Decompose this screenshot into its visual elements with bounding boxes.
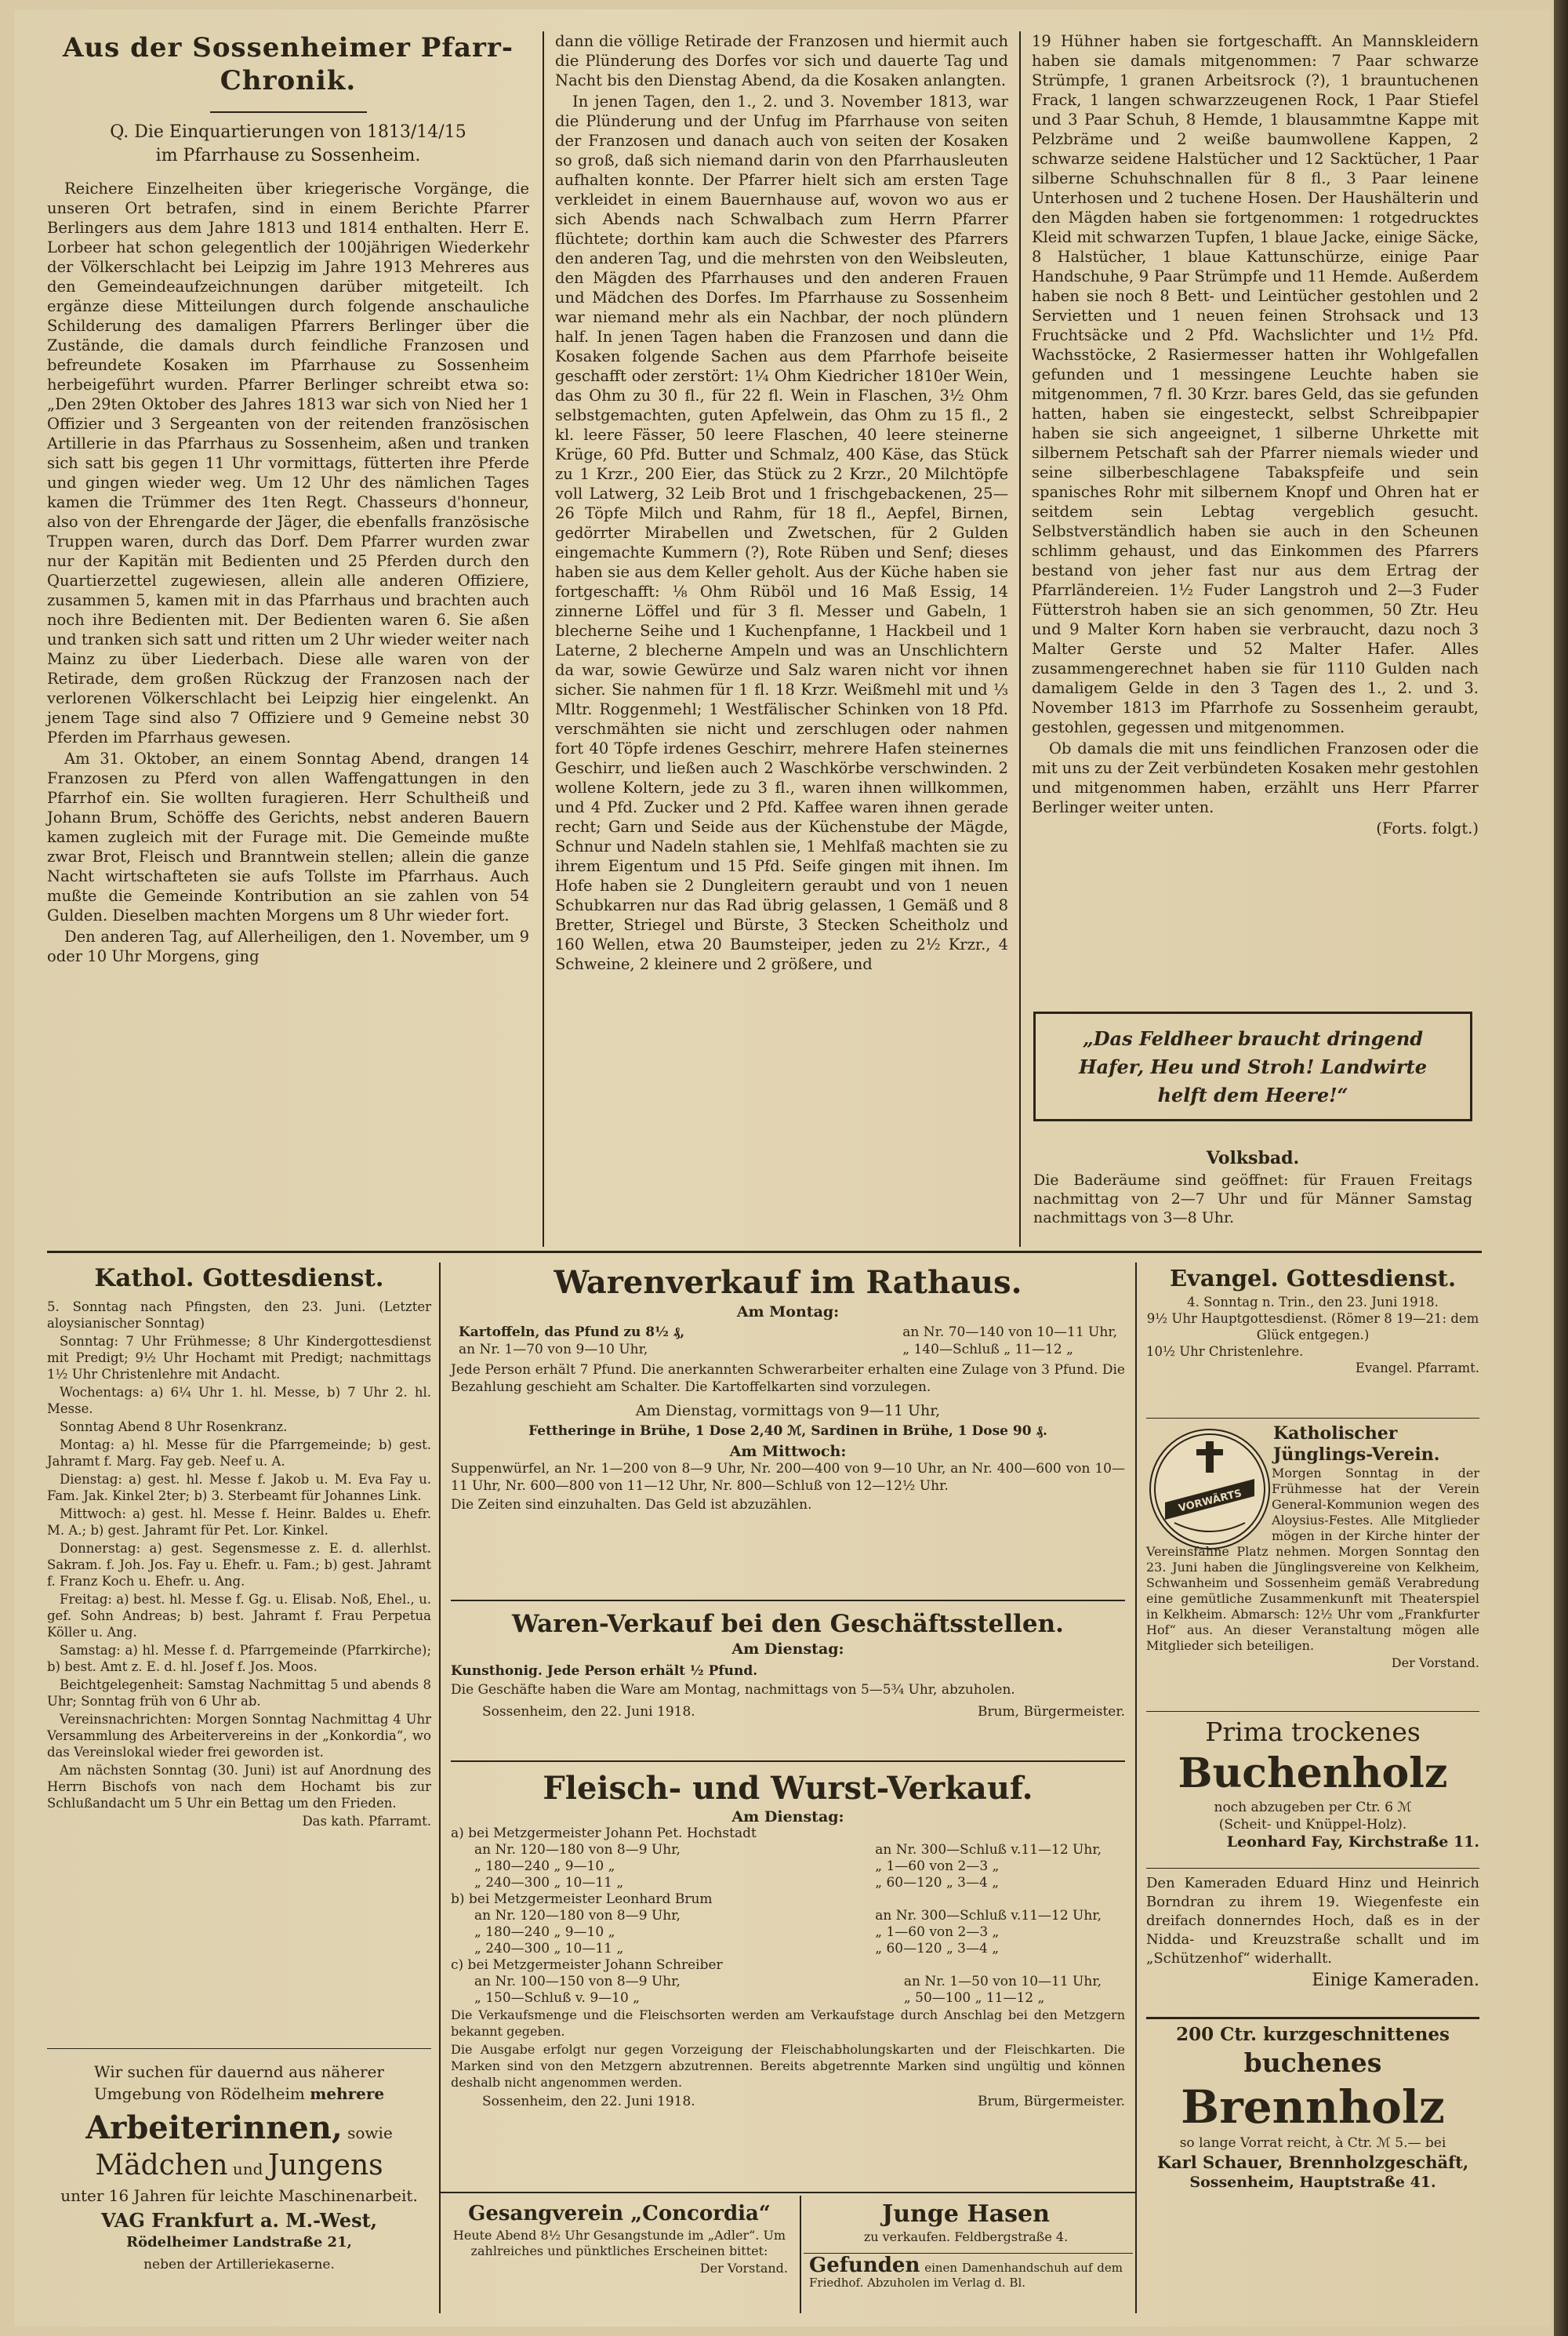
kathol-line: Dienstag: a) gest. hl. Messe f. Jakob u. M. Eva Fay u. Fam. Jak. Kinkel 2ter; b) 3. Sterbeamt für Johannes Link.	[47, 1472, 431, 1503]
appeal-line-2: Hafer, Heu und Stroh! Landwirte	[1078, 1055, 1428, 1078]
title-divider	[210, 111, 367, 113]
metzger-row: an Nr. 1—50 von 10—11 Uhr,	[903, 1974, 1102, 1989]
kathol-line: Sonntag Abend 8 Uhr Rosenkranz.	[60, 1419, 288, 1434]
arbeiterinnen-ad	[47, 2061, 431, 2276]
to-be-continued: (Forts. folgt.)	[1376, 819, 1479, 837]
appeal-line-3: helft dem Heere!“	[1157, 1084, 1348, 1106]
brennholz-big: Brennholz	[1181, 2080, 1445, 2134]
brennholz-l2: buchenes	[1243, 2047, 1382, 2078]
column-divider	[439, 1262, 441, 2313]
volksbad	[1033, 1149, 1472, 1229]
kunsthonig: Kunsthonig. Jede Person erhält ½ Pfund.	[451, 1663, 758, 1679]
kathol-line: Mittwoch: a) gest. hl. Messe f. Heinr. Baldes u. Ehefr. M. A.; b) gest. Jahramt für Pet. Lor. Kinkel.	[47, 1506, 431, 1538]
metzger-row: „ 180—240 „ 9—10 „	[474, 1858, 615, 1874]
chronik-subtitle-1: Q. Die Einquartierungen von 1813/14/15	[110, 122, 466, 142]
metzger-row: „ 240—300 „ 10—11 „	[474, 1875, 624, 1891]
column-divider	[1135, 1262, 1137, 2313]
gefunden-ad	[809, 2254, 1123, 2291]
buchenholz-big: Buchenholz	[1178, 1749, 1448, 1797]
volksbad-text: Die Baderäume sind geöffnet: für Frauen Freitags nachmittag von 2—7 Uhr und für Männer Samstag nachmittags von 3—8 Uhr.	[1033, 1172, 1472, 1226]
geschaeft-dienstag: Am Dienstag:	[731, 1640, 844, 1658]
metzger-b-head: b) bei Metzgermeister Leonhard Brum	[451, 1891, 713, 1907]
metzger-row: an Nr. 300—Schluß v.11—12 Uhr,	[875, 1842, 1102, 1858]
concordia-sign: Der Vorstand.	[699, 2261, 788, 2276]
metzger-row: an Nr. 120—180 von 8—9 Uhr,	[474, 1842, 681, 1858]
kathol-line: Freitag: a) best. hl. Messe f. Gg. u. Elisab. Noß, Ehel., u. gef. Sohn Andreas; b) best. Jahramt f. Frau Perpetua Köller u. Ang.	[47, 1592, 431, 1640]
metzger-row: „ 1—60 von 2—3 „	[875, 1924, 1000, 1940]
metzger-row: an Nr. 300—Schluß v.11—12 Uhr,	[875, 1908, 1102, 1924]
chronik-paragraph: Am 31. Oktober, an einem Sonntag Abend, drangen 14 Franzosen zu Pferd von allen Waffengattungen in den Pfarrhof ein. Sie wollten furagieren. Herr Schultheiß und Johann Brum, Schöffe des Gerichts, nebst anderen Bauern kamen zugleich mit der Furage mit. Die Gemeinde mußte zwar Brot, Fleisch und Branntwein stellen; allein die ganze Nacht wirtschafteten sie aufs Tollste im Pfarrhaus. Auch mußte die Gemeinde Kontribution an sie zahlen von 54 Gulden. Dieselben machten Morgens um 8 Uhr wieder fort.	[47, 750, 529, 925]
metzger-row: „ 1—60 von 2—3 „	[875, 1858, 1000, 1874]
brennholz-ad	[1146, 2023, 1479, 2191]
buchenholz-l3: (Scheit- und Knüppel-Holz).	[1218, 1817, 1407, 1833]
divider	[47, 2048, 431, 2049]
evangel-line: 4. Sonntag n. Trin., den 23. Juni 1918.	[1187, 1295, 1439, 1310]
chronik-title-line-1: Aus der Sossenheimer Pfarr-	[63, 32, 514, 64]
kathol-gottesdienst	[47, 1262, 431, 1829]
ad-firm: VAG Frankfurt a. M.-West,	[100, 2209, 378, 2232]
metzger-row: „ 60—120 „ 3—4 „	[875, 1875, 1000, 1891]
volksbad-title: Volksbad.	[1206, 1148, 1300, 1168]
kathol-line: Montag: a) hl. Messe für die Pfarrgemeinde; b) gest. Jahramt f. Marg. Fay geb. Neef u. A.	[47, 1437, 431, 1469]
divider	[451, 1760, 1125, 1762]
evangel-title: Evangel. Gottesdienst.	[1169, 1265, 1457, 1292]
concordia-title: Gesangverein „Concordia“	[468, 2202, 771, 2225]
chronik-paragraph: Den anderen Tag, auf Allerheiligen, den 1. November, um 9 oder 10 Uhr Morgens, ging	[47, 928, 529, 965]
kathol-line: Donnerstag: a) gest. Segensmesse z. E. d. allerhlst. Sakram. f. Joh. Jos. Fay u. Ehefr. u. Fam.; b) gest. Jahramt f. Franz Koch u. Ehefr. u. Ang.	[47, 1541, 431, 1589]
geschaeft-note: Die Geschäfte haben die Ware am Montag, nachmittags von 5—5¾ Uhr, abzuholen.	[451, 1682, 1015, 1698]
metzger-a-head: a) bei Metzgermeister Johann Pet. Hochstadt	[451, 1826, 757, 1841]
evangel-sign: Evangel. Pfarramt.	[1355, 1361, 1479, 1375]
brennholz-addr: Sossenheim, Hauptstraße 41.	[1189, 2174, 1436, 2191]
metzger-c-rows	[474, 1974, 1102, 2007]
concordia-text: Heute Abend 8½ Uhr Gesangstunde im „Adler“. Um zahlreiches und pünktliches Erscheinen bittet:	[452, 2228, 786, 2258]
divider	[439, 2192, 1137, 2193]
gefunden-text: einen Damenhandschuh auf dem Friedhof. Abzuholen im Verlag d. Bl.	[809, 2261, 1123, 2290]
kathol-line: Vereinsnachrichten: Morgen Sonntag Nachmittag 4 Uhr Versammlung des Arbeitervereins in der „Konkordia“, wo das Vereinslokal wieder frei geworden ist.	[47, 1712, 431, 1760]
fleisch-note-1: Die Verkaufsmenge und die Fleischsorten werden am Verkaufstage durch Anschlag bei den Metzgern bekannt gegeben.	[451, 2007, 1125, 2039]
kathol-title: Kathol. Gottesdienst.	[94, 1264, 384, 1292]
brennholz-l1: 200 Ctr. kurzgeschnittenes	[1176, 2024, 1450, 2045]
juenglings-text: Morgen Sonntag in der Frühmesse hat der Verein General-Kommunion wegen des Aloysius-Festes. Alle Mitglieder mögen in der Kirche hinter der Vereinsfahne Platz nehmen. Morgen Sonntag den 23. Juni haben die Jünglingsvereine von Kelkheim, Schwanheim und Sossenheim gemäß Verabredung eine gemütliche Zusammenkunft mit Theaterspiel in Kelkheim. Abmarsch: 12½ Uhr vom „Frankfurter Hof“ aus. An dieser Veranstaltung mögen alle Mitglieder sich beteiligen.	[1146, 1466, 1479, 1653]
kathol-sign: Das kath. Pfarramt.	[302, 1814, 431, 1829]
ad-address-2: neben der Artilleriekaserne.	[143, 2257, 335, 2272]
kathol-line: Sonntag: 7 Uhr Frühmesse; 8 Uhr Kindergottesdienst mit Predigt; 9½ Uhr Hochamt mit Predigt; nachmittags 1½ Uhr Christenlehre mit Andacht.	[47, 1334, 431, 1382]
kathol-line: Wochentags: a) 6¼ Uhr 1. hl. Messe, b) 7 Uhr 2. hl. Messe.	[47, 1385, 431, 1416]
buchenholz-ad	[1146, 1716, 1479, 1851]
fleisch-verkauf	[451, 1768, 1125, 2110]
ad-line: Umgebung von Rödelheim mehrere	[93, 2084, 385, 2103]
rathaus-montag: Am Montag:	[736, 1303, 840, 1321]
divider	[1146, 1418, 1479, 1419]
fettheringe: Fettheringe in Brühe, 1 Dose 2,40 ℳ, Sardinen in Brühe, 1 Dose 90 ₰.	[528, 1423, 1047, 1439]
chronik-paragraph: Ob damals die mit uns feindlichen Franzosen oder die mit uns zu der Zeit verbündeten Kosaken mehr gestohlen und mitgenommen haben, erzählt uns Herr Pfarrer Berlinger weiter unten.	[1032, 739, 1479, 816]
fleisch-sign-row: Sossenheim, den 22. Juni 1918. Brum, Bürgermeister.	[482, 2094, 1125, 2109]
fleisch-dienstag: Am Dienstag:	[731, 1808, 844, 1826]
kathol-intro: 5. Sonntag nach Pfingsten, den 23. Juni. (Letzter aloysianischer Sonntag)	[47, 1299, 431, 1331]
chronik-paragraph: In jenen Tagen, den 1., 2. und 3. November 1813, war die Plünderung und der Unfug im Pfarrhause von seiten der Franzosen und danach auch von seiten der Kosaken so groß, daß sich niemand darin von den Pfarrhausleuten aufhalten konnte. Der Pfarrer hielt sich am ersten Tage verkleidet in einem Bauernhause auf, wovon wo aus er sich Abends nach Schwalbach zum Herrn Pfarrer flüchtete; dorthin kam auch die Schwester des Pfarrers den anderen Tag, und die mehrsten von den Weibsleuten, den Mägden des Pfarrhauses und den anderen Frauen und Mädchen des Dorfes. Im Pfarrhause zu Sossenheim war niemand mehr als ein Nachbar, der noch plündern half. In jenen Tagen haben die Franzosen und dann die Kosaken folgende Sachen aus dem Pfarrhofe beiseite geschafft oder zerstört: 1¼ Ohm Kiedricher 1810er Wein, das Ohm zu 30 fl., für 22 fl. Wein in Flaschen, 3½ Ohm selbstgemachten, guten Apfelwein, das Ohm zu 15 fl., 2 kl. leere Fässer, 50 leere Flaschen, 40 leere steinerne Krüge, 60 Pfd. Butter und Schmalz, 400 Käse, das Stück zu 1 Krzr., 200 Eier, das Stück zu 2 Krzr., 20 Milchtöpfe voll Latwerg, 32 Leib Brot und 1 frischgebackenen, 25—26 Töpfe Milch und Rahm, für 18 fl., Aepfel, Birnen, gedörrter Mirabellen und Zwetschen, für 2 Gulden eingemachte Kummern (?), Rote Rüben und Senf; dieses haben sie aus dem Keller geholt. Aus der Küche haben sie fortgeschafft: ⅛ Ohm Rüböl und 16 Maß Essig, 14 zinnerne Löffel und für 3 fl. Messer und Gabeln, 1 blecherne Seihe und 1 Kuchenpfanne, 1 Hackbeil und 1 Laterne, 2 blecherne Ampeln und was an Unschlichtern da war, sowie Gewürze und Salz waren nicht vor ihnen sicher. Sie nahmen für 1 fl. 18 Krzr. Weißmehl mit und ⅓ Mltr. Roggenmehl; 1 Westfälischer Schinken von 18 Pfd. verschmähten sie nicht und zerschlugen oder nahmen fort 40 Töpfe irdenes Geschirr, mehrere Hafen steinernes Geschirr, und ließen auch 2 Waschkörbe verschwinden. 2 wollene Koltern, jede zu 3 fl., waren ihnen willkommen, und 4 Pfd. Zucker und 2 Pfd. Kaffee waren ihnen gerade recht; Garn und Seide aus der Küchenstube der Mägde, Schnur und Nadeln stahlen sie, 1 Mehlfaß machten sie zu ihrem Eigentum und 15 Pfd. Seife gingen mit ihnen. Im Hofe haben sie 2 Dungleitern geraubt und von 1 neuen Schubkarren nur das Rad übrig gelassen, 1 Gemäß und 8 Bretter, Striegel und Bürste, 3 Stecken Scheitholz und 160 Wellen, etwa 20 Baumsteiper, jeden zu 2½ Krzr., 4 Schweine, 2 kleinere und 2 größere, und	[555, 93, 1008, 973]
rathaus-verkauf	[451, 1262, 1125, 1515]
kameraden-text: Den Kameraden Eduard Hinz und Heinrich Borndran zu ihrem 19. Wiegenfeste ein dreifach donnerndes Hoch, daß es in der Nidda- und Kreuzstraße schallt und im „Schützenhof“ widerhallt.	[1146, 1875, 1479, 1967]
metzger-row: „ 60—120 „ 3—4 „	[875, 1941, 1000, 1956]
appeal-box	[1033, 1012, 1472, 1121]
divider	[1146, 1711, 1479, 1712]
hasen-title: Junge Hasen	[882, 2200, 1050, 2228]
chronik-paragraph: dann die völlige Retirade der Franzosen und hiermit auch die Plünderung des Dorfes vor sich und dauerte Tag und Nacht bis den Dienstag Abend, da die Kosaken anlangten.	[555, 32, 1008, 89]
hasen-ad	[809, 2200, 1123, 2245]
ad-line: Wir suchen für dauernd aus näherer	[94, 2062, 384, 2081]
fleisch-title: Fleisch- und Wurst-Verkauf.	[543, 1770, 1033, 1807]
juenglings-verein	[1146, 1423, 1479, 1671]
metzger-row: „ 150—Schluß v. 9—10 „	[474, 1990, 640, 2006]
metzger-row: „ 180—240 „ 9—10 „	[474, 1924, 615, 1940]
hasen-text: zu verkaufen. Feldbergstraße 4.	[863, 2229, 1069, 2244]
evangel-line: 9½ Uhr Hauptgottesdienst. (Römer 8 19—21: dem Glück entgegen.)	[1146, 1311, 1479, 1342]
ad-address: Rödelheimer Landstraße 21,	[126, 2234, 352, 2251]
kathol-line: Beichtgelegenheit: Samstag Nachmittag 5 und abends 8 Uhr; Sonntag früh von 6 Uhr ab.	[47, 1677, 431, 1709]
ad-big-line: Arbeiterinnen, sowie	[85, 2109, 393, 2146]
brennholz-l3: so lange Vorrat reicht, à Ctr. ℳ 5.— bei	[1179, 2135, 1446, 2151]
page-edge	[1554, 0, 1568, 2336]
column-divider	[1019, 31, 1021, 1247]
chronik-subtitle-2: im Pfarrhause zu Sossenheim.	[155, 146, 421, 165]
geschaeft-title: Waren-Verkauf bei den Geschäftsstellen.	[512, 1610, 1064, 1638]
fleisch-note-2: Die Ausgabe erfolgt nur gegen Vorzeigung der Fleischabholungskarten und der Fleischkarten. Die Marken sind von den Metzgern abzutrennen. Bereits abgetrennte Marken sind ungültig und können deshalb nicht angenommen werden.	[451, 2042, 1125, 2090]
kameraden-sign: Einige Kameraden.	[1312, 1971, 1479, 1990]
geschaeftsstellen-verkauf	[451, 1608, 1125, 1720]
metzger-row: an Nr. 100—150 von 8—9 Uhr,	[474, 1974, 681, 1989]
evangel-line: 10½ Uhr Christenlehre.	[1146, 1344, 1304, 1359]
chronik-column-3	[1032, 31, 1479, 838]
concordia-ad	[451, 2200, 788, 2276]
buchenholz-l2: noch abzugeben per Ctr. 6 ℳ	[1214, 1800, 1412, 1815]
divider	[451, 1600, 1125, 1601]
chronik-paragraph: Reichere Einzelheiten über kriegerische Vorgänge, die unseren Ort betrafen, sind in einem Berichte Pfarrer Berlingers aus dem Jahre 1813 und 1814 enthalten. Herr E. Lorbeer hat schon gelegentlich der 100jährigen Wiederkehr der Völkerschlacht bei Leipzig im Jahre 1913 Mehreres aus den Gemeindeaufzeichnungen darüber mitgeteilt. Ich ergänze diese Mitteilungen durch folgende anschauliche Schilderung des damaligen Pfarrers Berlinger über die Zustände, die damals durch feindliche Franzosen und befreundete Kosaken im Pfarrhause zu Sossenheim herbeigeführt wurden. Pfarrer Berlinger schreibt etwa so: „Den 29ten Oktober des Jahres 1813 war sich von Nied her 1 Offizier und 3 Sergeanten von der reitenden französischen Artillerie in das Pfarrhaus zu Sossenheim, aßen und tranken sich satt bis gegen 11 Uhr vormittags, fütterten ihre Pferde und gingen wieder weg. Um 12 Uhr des nämlichen Tages kamen die Trümmer des 1ten Regt. Chasseurs d'honneur, also von der Ehrengarde der Jäger, die ebenfalls französische Truppen waren, durch das Dorf. Dem Pfarrer wurden zwar nur der Kapitän mit Bedienten und 25 Pferden durch den Quartierzettel zugewiesen, allein alle anderen Offiziere, zusammen 5, kamen mit in das Pfarrhaus und brachten auch noch ihre Bedienten mit. Der Bedienten waren 6. Sie aßen und tranken sich satt und ritten um 2 Uhr wieder weiter nach Mainz zu über Liederbach. Diese alle waren von der Retirade, dem großen Rückzug der Franzosen nach der verlorenen Völkerschlacht bei Leipzig hier eingelenkt. An jenem Tage sind also 7 Offiziere und 9 Gemeine nebst 30 Pferden im Pfarrhaus gewesen.	[47, 180, 529, 747]
kartoffel-row: Kartoffeln, das Pfund zu 8½ ₰, an Nr. 1—70 von 9—10 Uhr, an Nr. 70—140 von 10—11 Uhr, „ 140—Schluß „ 11—12 „	[459, 1324, 1117, 1357]
chronik-paragraph: 19 Hühner haben sie fortgeschafft. An Mannskleidern haben sie damals mitgenommen: 7 Paar schwarze Strümpfe, 1 granen Arbeitsrock (?), 1 brauntuchenen Frack, 1 langen schwarzzeugenen Rock, 1 Paar Stiefel und 3 Paar Schuh, 8 Hemde, 1 blausammtne Kappe mit Pelzbräme und 2 weiße baumwollene Kappen, 2 schwarze seidene Halstücher und 12 Sacktücher, 1 Paar silberne Schuhschnallen für 8 fl., 3 Paar leinene Unterhosen und 2 tuchene Hosen. Der Haushälterin und den Mägden haben sie fortgenommen: 1 rotgedrucktes Kleid mit schwarzen Tupfen, 1 blaue Jacke, einige Säcke, 8 Halstücher, 1 blaue Kattunschürze, einige Paar Handschuhe, 9 Paar Strümpfe und 11 Hemde. Außerdem haben sie noch 8 Bett- und Leintücher gestohlen und 2 Servietten und 1 neuen feinen Strohsack und 13 Fruchtsäcke und 2 Pfd. Wachslichter und 1½ Pfd. Wachsstöcke, 2 Rasiermesser hatten ihr Wohlgefallen gefunden und 1 messingene Leuchte haben sie mitgenommen, 7 fl. 30 Krzr. bares Geld, das sie gefunden hatten, haben sie eingesteckt, selbst Schreibpapier haben sie sich angeeignet, 1 silberne Uhrkette mit silbernem Petschaft sah der Pfarrer niemals wieder und seine silberbeschlagene Tabakspfeife und sein spanisches Rohr mit silbernem Knopf und Ohren hat er seitdem sein Lebtag vergeblich gesucht. Selbstverständlich haben sie auch in den Scheunen schlimm gehaust, und das Einkommen des Pfarrers bestand von jeher fast nur aus dem Ertrag der Pfarrländereien. 1½ Fuder Langstroh und 2—3 Fuder Fütterstroh haben sie an sich genommen, 50 Ztr. Heu und 9 Malter Korn haben sie verbraucht, dazu noch 3 Malter Gerste und 52 Malter Hafer. Alles zusammengerechnet haben sie für 1110 Gulden nach damaligem Gelde in den 3 Tagen des 1., 2. und 3. November 1813 im Pfarrhofe zu Sossenheim geraubt, gestohlen, gegessen und mitgenommen.	[1032, 32, 1479, 736]
geschaeft-sign-row: Sossenheim, den 22. Juni 1918. Brum, Bürgermeister.	[482, 1704, 1125, 1720]
rathaus-mittwoch: Am Mittwoch:	[729, 1443, 847, 1460]
kathol-line: Am nächsten Sonntag (30. Juni) ist auf Anordnung des Herrn Bischofs von nach dem Hochamt bis zur Schlußandacht um 5 Uhr ein Bettag um den Frieden.	[47, 1763, 431, 1811]
ad-line: unter 16 Jahren für leichte Maschinenarbeit.	[60, 2186, 418, 2205]
buchenholz-l1: Prima trockenes	[1205, 1717, 1421, 1747]
kathol-line: Samstag: a) hl. Messe f. d. Pfarrgemeinde (Pfarrkirche); b) best. Amt z. E. d. hl. Josef f. Jos. Moos.	[47, 1643, 431, 1674]
buchenholz-firm: Leonhard Fay, Kirchstraße 11.	[1226, 1833, 1479, 1851]
juenglings-sign: Der Vorstand.	[1391, 1655, 1479, 1670]
metzger-row: „ 50—100 „ 11—12 „	[903, 1990, 1045, 2006]
appeal-line-1: „Das Feldheer braucht dringend	[1082, 1027, 1424, 1050]
kameraden-ad	[1146, 1874, 1479, 1990]
metzger-row: an Nr. 120—180 von 8—9 Uhr,	[474, 1908, 681, 1924]
kartoffel-note: Jede Person erhält 7 Pfund. Die anerkannten Schwerarbeiter erhalten eine Zulage von 3 Pfund. Die Bezahlung geschieht am Schalter. Die Kartoffelkarten sind vorzulegen.	[451, 1362, 1125, 1395]
chronik-column-2	[555, 31, 1008, 975]
divider	[1146, 1868, 1479, 1869]
metzger-b-rows	[474, 1908, 1102, 1957]
metzger-a-rows	[474, 1842, 1102, 1891]
ads-divider	[47, 1251, 1482, 1253]
ad-big-line-2: Mädchen und Jungens	[95, 2149, 383, 2182]
evangel-gottesdienst	[1146, 1262, 1479, 1376]
suppenwuerfel: Suppenwürfel, an Nr. 1—200 von 8—9 Uhr, Nr. 200—400 von 9—10 Uhr, an Nr. 400—600 von 10—11 Uhr, Nr. 600—800 von 11—12 Uhr, Nr. 800—Schluß von 12—12½ Uhr.	[451, 1461, 1125, 1494]
metzger-row: „ 240—300 „ 10—11 „	[474, 1941, 624, 1956]
banner-text: VORWÄRTS	[1177, 1488, 1243, 1515]
kathol-lines	[47, 1333, 431, 1811]
column-divider	[543, 31, 544, 1247]
chronik-title-line-2: Chronik.	[220, 65, 357, 96]
rathaus-dienstag: Am Dienstag, vormittags von 9—11 Uhr,	[635, 1402, 941, 1419]
brennholz-firm: Karl Schauer, Brennholzgeschäft,	[1156, 2153, 1469, 2172]
rathaus-title: Warenverkauf im Rathaus.	[554, 1264, 1022, 1301]
juenglings-title: Katholischer Jünglings-Verein.	[1273, 1423, 1440, 1465]
gefunden-title: Gefunden	[809, 2254, 920, 2277]
rathaus-zeiten: Die Zeiten sind einzuhalten. Das Geld ist abzuzählen.	[451, 1497, 812, 1513]
chronik-column-1	[47, 31, 529, 968]
divider	[1146, 2017, 1479, 2019]
column-divider	[800, 2196, 801, 2313]
metzger-c-head: c) bei Metzgermeister Johann Schreiber	[451, 1957, 723, 1973]
